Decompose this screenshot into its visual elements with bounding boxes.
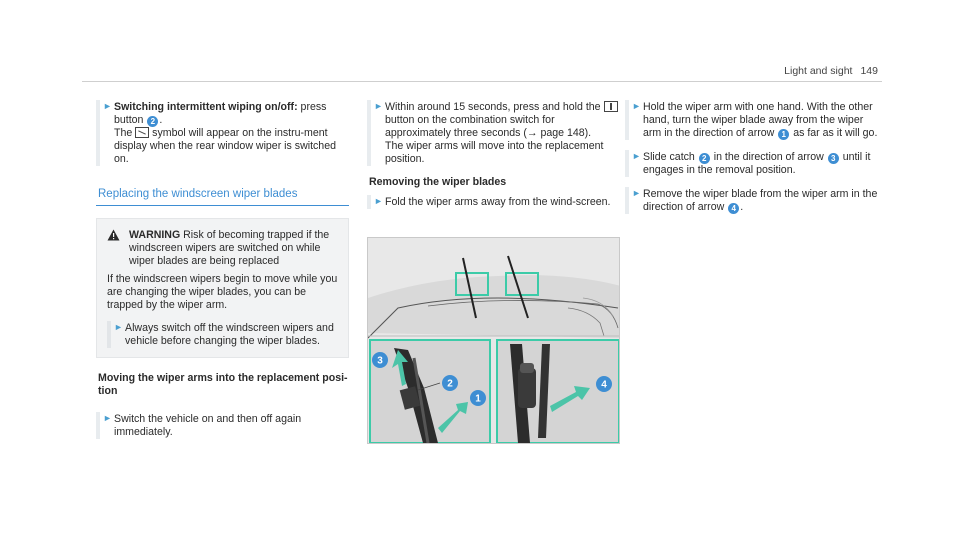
warning-label: WARNING (129, 229, 181, 241)
section-title: Replacing the windscreen wiper blades (98, 188, 298, 200)
warning-text: If the windscreen wipers begin to move while you are changing the wiper blades, you can be trapped by the wiper arm. (107, 273, 338, 311)
rear-wiper-icon (135, 127, 149, 138)
step-arrow-icon: ► (103, 413, 112, 423)
step-bar (625, 187, 629, 214)
step-bar (367, 195, 371, 209)
callout-2: 2 (699, 153, 710, 164)
step-arrow-icon: ► (632, 101, 641, 111)
step-text: The (114, 127, 136, 139)
warning-step (107, 321, 340, 348)
wiper-illustration-svg (368, 238, 620, 444)
step-press-hold (367, 100, 622, 166)
step-body (643, 150, 880, 177)
figure-label-1: 1 (475, 393, 481, 405)
step-arrow-icon: ► (374, 101, 383, 111)
step-body (643, 100, 880, 140)
callout-4: 4 (728, 203, 739, 214)
step-body (643, 187, 880, 214)
step-text: as far as it will go. (790, 127, 878, 139)
step-text: button on the combination switch for approximately three seconds ( (385, 114, 555, 139)
step-body (385, 100, 622, 166)
step-bar (107, 321, 111, 348)
step-bar (625, 150, 629, 177)
callout-2: 2 (147, 116, 158, 127)
column-1 (96, 100, 351, 449)
step-arrow-icon: ► (103, 101, 112, 111)
figure-label-2: 2 (447, 378, 453, 390)
step-arrow-icon: ► (632, 151, 641, 161)
step-bar (96, 100, 100, 166)
wiper-illustration (367, 237, 620, 444)
step-fold-arms (367, 195, 622, 209)
step-text: symbol will appear on the instru-ment display when the rear window wiper is switched on. (114, 127, 336, 165)
step-text: until it engages in the removal position. (643, 151, 871, 176)
figure-label-4: 4 (601, 379, 607, 391)
step-text: Slide catch (643, 151, 698, 163)
step-switch-vehicle (96, 412, 351, 439)
running-head (784, 65, 878, 78)
warning-head-text: Risk of becoming trapped if the windscreen wipers are switched on while wiper blades are being replaced (129, 229, 330, 267)
step-bar (96, 412, 100, 439)
page-number: 149 (860, 65, 878, 77)
page-ref: page 148). (537, 127, 592, 139)
step-arrow-icon: ► (632, 188, 641, 198)
section-rule (96, 205, 349, 206)
step-text: Within around 15 seconds, press and hold the (385, 101, 604, 113)
step-text: Fold the wiper arms away from the wind-screen. (385, 196, 611, 208)
step-text: . (159, 114, 163, 126)
warning-box (96, 218, 349, 358)
header-rule (82, 81, 882, 82)
column-3 (625, 100, 880, 224)
step-text: Remove the wiper blade from the wiper arm in the direction of arrow (643, 188, 878, 213)
step-title: Switching intermittent wiping on/off: (114, 101, 298, 113)
step-text: The wiper arms will move into the replacement position. (385, 140, 604, 165)
step-remove-blade (625, 187, 880, 214)
wiper-button-icon (604, 101, 618, 112)
column-2 (367, 100, 622, 219)
step-text: Switch the vehicle on and then off again immediately. (114, 413, 302, 438)
step-text: . (740, 201, 744, 213)
callout-3: 3 (828, 153, 839, 164)
step-arrow-icon: ► (374, 196, 383, 206)
step-bar (367, 100, 371, 166)
step-hold-arm (625, 100, 880, 140)
step-text: in the direction of arrow (710, 151, 827, 163)
warning-heading (107, 229, 340, 268)
step-slide-catch (625, 150, 880, 177)
warning-triangle-icon (107, 229, 120, 241)
warning-step-text: Always switch off the windscreen wipers and vehicle before changing the wiper blades. (125, 322, 334, 347)
step-intermittent-wiping (96, 100, 351, 166)
step-body (114, 100, 351, 166)
subhead-moving-wiper-arms: Moving the wiper arms into the replacement posi-tion (98, 372, 348, 397)
step-text: Hold the wiper arm with one hand. With the other hand, turn the wiper blade away from the wiper arm in the direction of arrow (643, 101, 873, 139)
callout-1: 1 (778, 129, 789, 140)
step-bar (625, 100, 629, 140)
figure-label-3: 3 (377, 355, 383, 367)
step-arrow-icon: ► (114, 322, 123, 332)
step-text: press button (114, 101, 327, 126)
subhead-removing-blades: Removing the wiper blades (369, 176, 507, 188)
page-ref-arrow: → (526, 127, 538, 139)
section-name: Light and sight (784, 65, 853, 77)
